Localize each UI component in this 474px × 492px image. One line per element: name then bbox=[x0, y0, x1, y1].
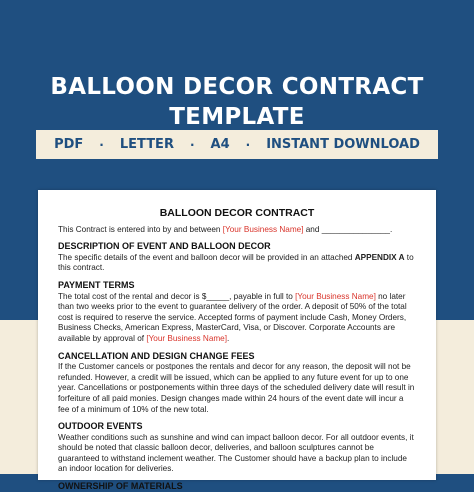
cancellation-heading: CANCELLATION AND DESIGN CHANGE FEES bbox=[58, 350, 255, 361]
payment-heading: PAYMENT TERMS bbox=[58, 279, 135, 290]
format-a4: A4 bbox=[210, 137, 230, 152]
outdoor-paragraph: Weather conditions such as sunshine and wind can impact balloon decor. For all outdoor events, it should be noted that classic balloon decor, deliveries, and balloon sculptures cannot be guaranteed to withstand inclement weather. The Customer should have a backup plan to include an indoor location for deliveries. bbox=[58, 432, 414, 474]
banner-title bbox=[0, 72, 474, 132]
format-letter: LETTER bbox=[119, 137, 174, 152]
banner-title-line1: BALLOON DECOR CONTRACT bbox=[50, 74, 424, 100]
payment-text-cont: no later than two weeks prior to the event to guarantee delivery of the order. A deposit of 50% of the total cost is required to reserve the service. Accepted forms of payment include Cash, Money Orders, Business Checks, American Express, MasterCard, Visa, or Discover. Corporate Accounts are available by approval of bbox=[58, 291, 407, 343]
business-name-placeholder: [Your Business Name] bbox=[146, 333, 228, 343]
outdoor-heading: OUTDOOR EVENTS bbox=[58, 421, 143, 432]
ownership-heading: OWNERSHIP OF MATERIALS bbox=[58, 481, 183, 492]
intro-text-and: and bbox=[303, 224, 322, 234]
appendix-reference: APPENDIX A bbox=[354, 252, 405, 262]
intro-paragraph bbox=[58, 225, 416, 236]
banner-title-line2: TEMPLATE bbox=[169, 104, 305, 130]
format-pdf: PDF bbox=[54, 137, 84, 152]
payment-text: The total cost of the rental and decor is $_____, payable in full to bbox=[58, 291, 296, 301]
payment-paragraph bbox=[58, 292, 416, 345]
description-heading: DESCRIPTION OF EVENT AND BALLOON DECOR bbox=[58, 241, 271, 252]
format-instant-download: INSTANT DOWNLOAD bbox=[266, 137, 420, 152]
separator-dot: · bbox=[189, 137, 195, 152]
payment-text-end: . bbox=[227, 333, 230, 343]
description-text: The specific details of the event and balloon decor will be provided in an attached bbox=[58, 252, 355, 262]
description-text-end: to this contract. bbox=[58, 252, 414, 273]
cancellation-paragraph: If the Customer cancels or postpones the rentals and decor for any reason, the deposit will not be refunded. However, a credit will be issued, which can be applied to any future event for up to one year. Cancellations or postponements within three days of the scheduled delivery date will result in forfeiture of all paid monies. Design changes made within 24 hours of the event date will incur a fee of a minimum of 10% of the new total. bbox=[58, 362, 415, 414]
description-paragraph bbox=[58, 253, 416, 274]
customer-blank: _______________. bbox=[321, 224, 393, 234]
intro-text: This Contract is entered into by and between bbox=[58, 224, 223, 234]
business-name-placeholder: [Your Business Name] bbox=[222, 224, 304, 234]
separator-dot: · bbox=[245, 137, 251, 152]
contract-title: BALLOON DECOR CONTRACT bbox=[159, 207, 315, 219]
format-strip bbox=[36, 130, 438, 159]
contract-body bbox=[38, 190, 436, 492]
contract-page bbox=[38, 190, 436, 492]
business-name-placeholder: [Your Business Name] bbox=[295, 291, 376, 301]
separator-dot: · bbox=[99, 137, 104, 152]
